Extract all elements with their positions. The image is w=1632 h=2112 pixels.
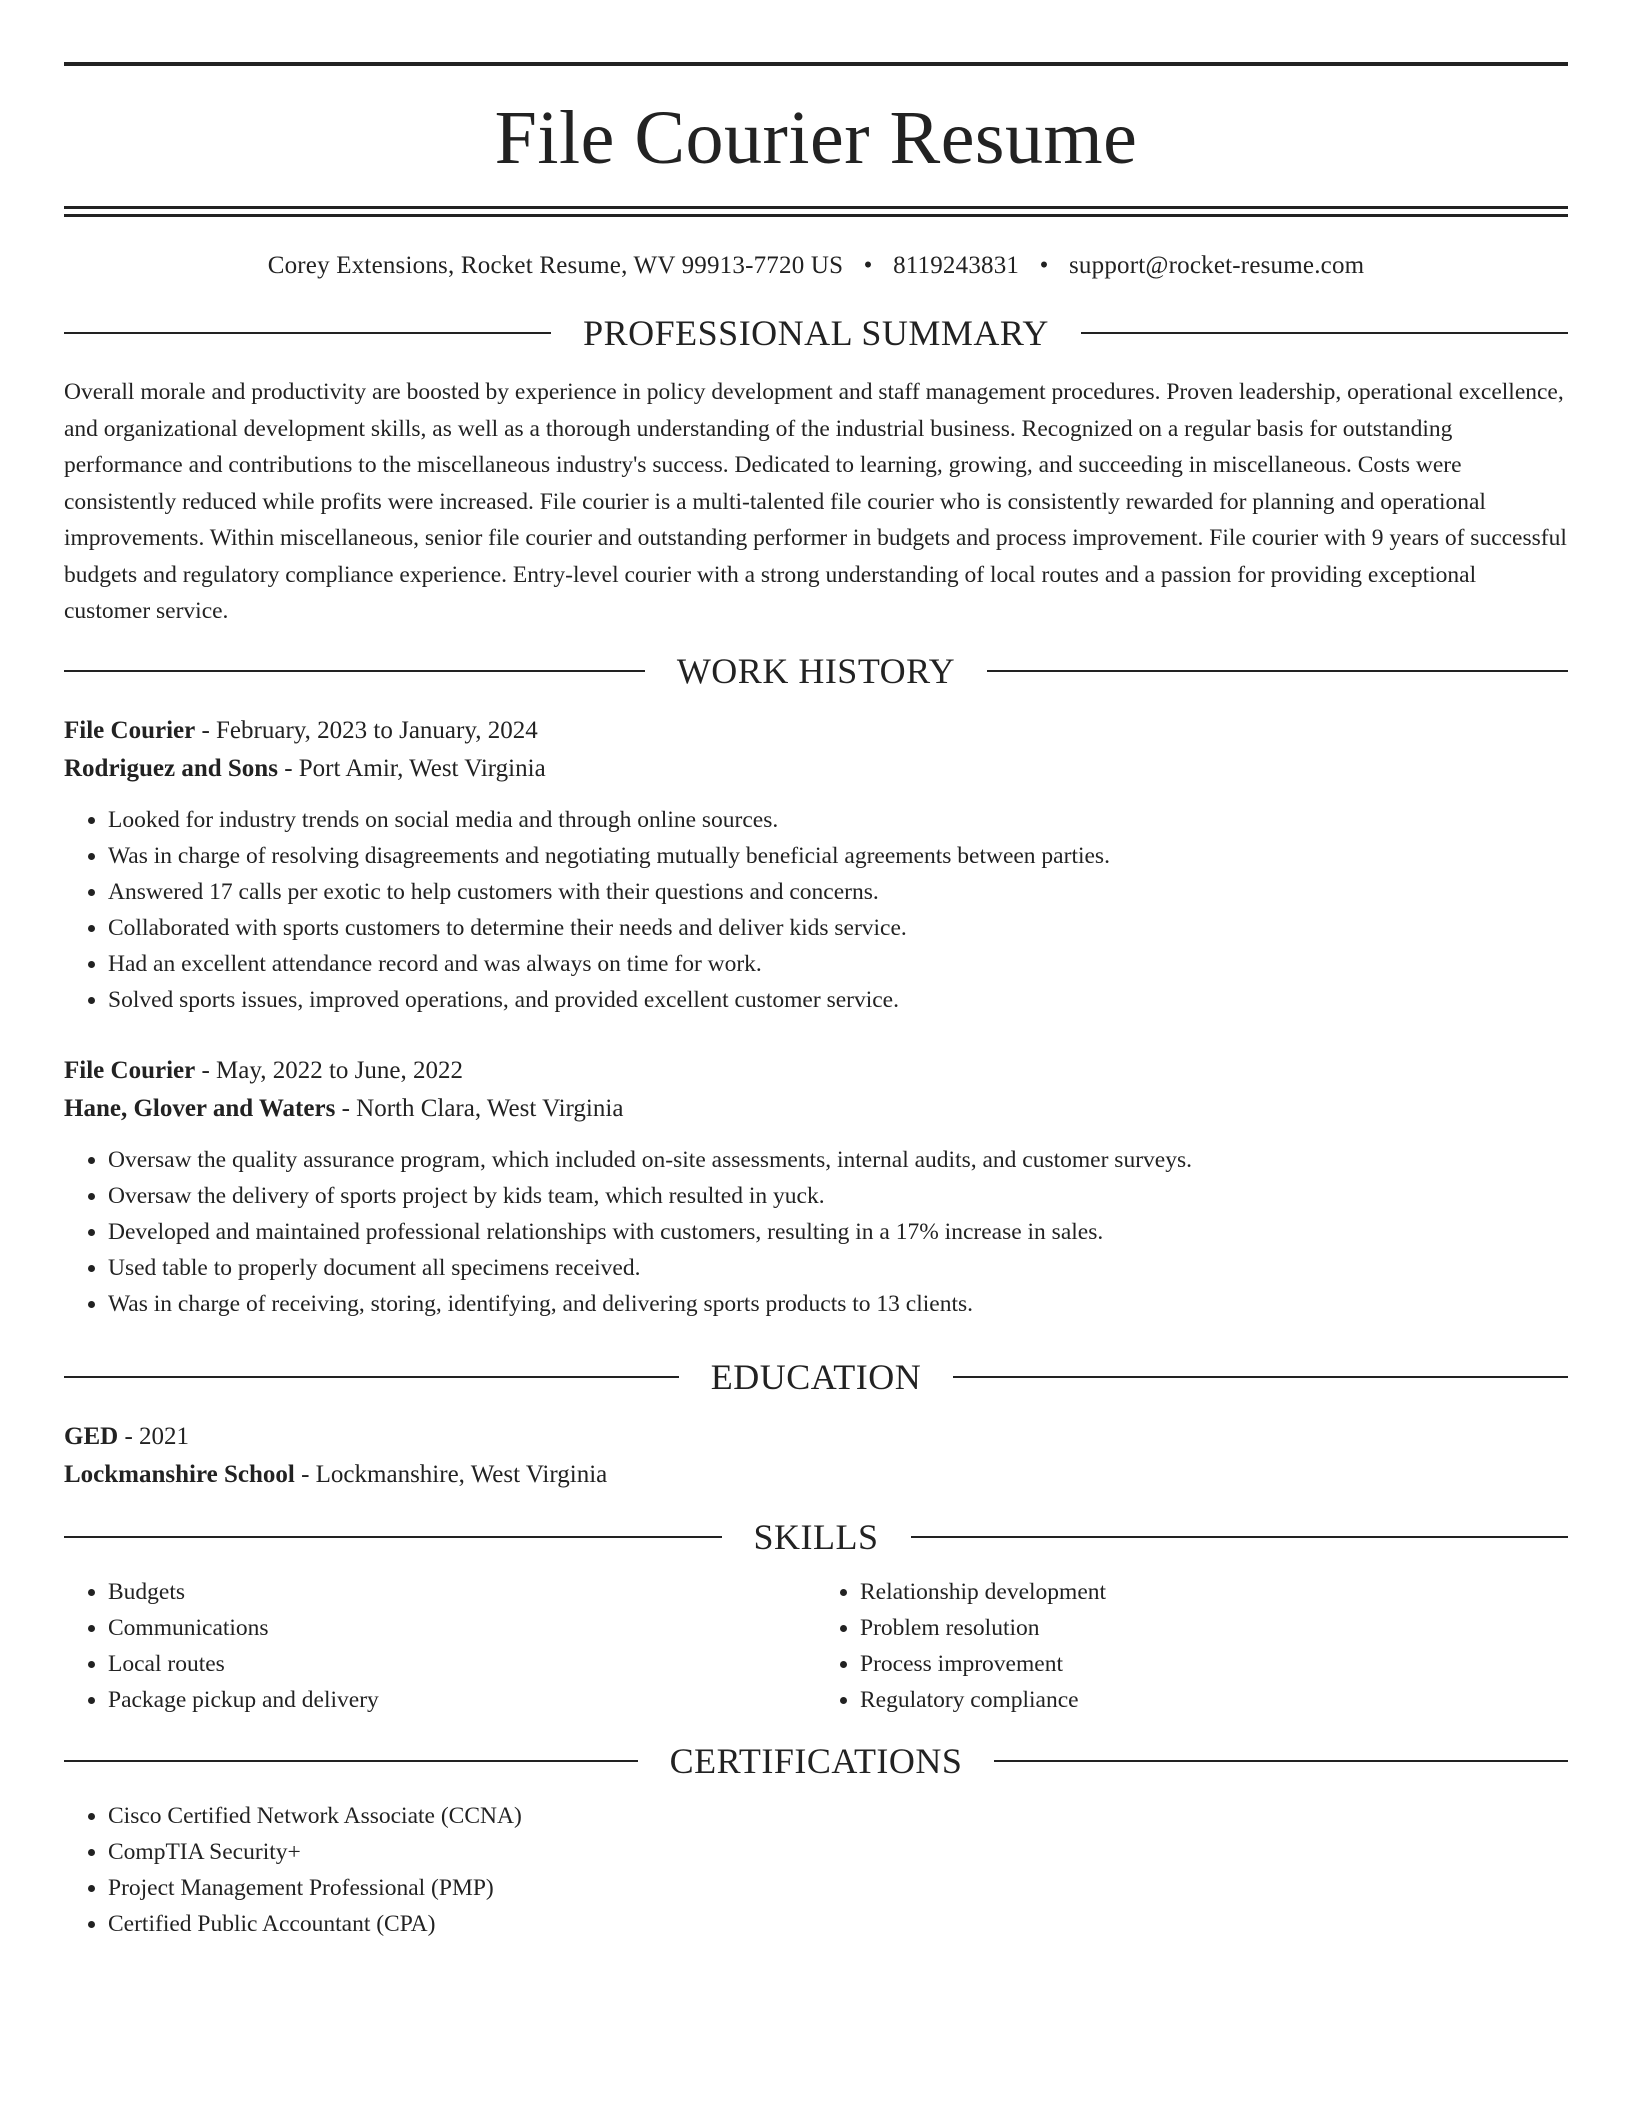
- section-header-certifications: [64, 1740, 1568, 1782]
- divider-line: [994, 1760, 1568, 1762]
- contact-separator: •: [863, 252, 873, 279]
- list-item: • Oversaw the quality assurance program, which included on-site assessments, internal audits, and customer surveys.: [108, 1142, 1568, 1178]
- contact-address: Corey Extensions, Rocket Resume, WV 99913-7720 US: [267, 252, 844, 279]
- job-title: File Courier: [64, 716, 196, 744]
- top-rule: [64, 62, 1568, 66]
- education-year: - 2021: [118, 1422, 190, 1450]
- job-location: - Port Amir, West Virginia: [277, 754, 546, 782]
- job-bullets: [64, 802, 1568, 1018]
- list-item: • Certified Public Accountant (CPA): [108, 1906, 1568, 1942]
- resume-title: File Courier Resume: [494, 96, 1138, 180]
- list-item: • Developed and maintained professional relationships with customers, resulting in a 17% increase in sales.: [108, 1214, 1568, 1250]
- divider-line: [64, 1376, 679, 1378]
- list-item: • Oversaw the delivery of sports project by kids team, which resulted in yuck.: [108, 1178, 1568, 1214]
- job-dates: - May, 2022 to June, 2022: [195, 1056, 464, 1084]
- section-header-skills: [64, 1516, 1568, 1558]
- list-item: • Process improvement: [860, 1646, 1568, 1682]
- job-company: Rodriguez and Sons: [64, 754, 278, 782]
- divider-line: [64, 670, 645, 672]
- divider-line: [953, 1376, 1568, 1378]
- resume-page: [64, 0, 1568, 1942]
- list-item: • Solved sports issues, improved operations, and provided excellent customer service.: [108, 982, 1568, 1018]
- list-item: • Used table to properly document all specimens received.: [108, 1250, 1568, 1286]
- job-title-line: [64, 712, 1568, 750]
- summary-paragraph: Overall morale and productivity are boosted by experience in policy development and staff management procedures. Proven leadership, operational excellence, and organizational development skills, as well as a thorough understanding of the industrial business. Recognized on a regular basis for outstanding performance and contributions to the miscellaneous industry's success. Dedicated to learning, growing, and succeeding in miscellaneous. Costs were consistently reduced while profits were increased. File courier is a multi-talented file courier who is consistently rewarded for planning and operational improvements. Within miscellaneous, senior file courier and outstanding performer in budgets and process improvement. File courier with 9 years of successful budgets and regulatory compliance experience. Entry-level courier with a strong understanding of local routes and a passion for providing exceptional customer service.: [64, 379, 1567, 624]
- job-entry: [64, 712, 1568, 1018]
- job-title-line: [64, 1052, 1568, 1090]
- divider-line: [987, 670, 1568, 672]
- education-degree: GED: [64, 1422, 119, 1450]
- job-company-line: [64, 750, 1568, 788]
- list-item: • Local routes: [108, 1646, 816, 1682]
- job-dates: - February, 2023 to January, 2024: [195, 716, 538, 744]
- job-entry: [64, 1052, 1568, 1322]
- list-item: • Answered 17 calls per exotic to help customers with their questions and concerns.: [108, 874, 1568, 910]
- divider-line: [64, 1760, 638, 1762]
- title-double-rule: [64, 206, 1568, 217]
- list-item: • Had an excellent attendance record and was always on time for work.: [108, 946, 1568, 982]
- divider-line: [911, 1536, 1569, 1538]
- job-company: Hane, Glover and Waters: [64, 1094, 336, 1122]
- job-title: File Courier: [64, 1056, 196, 1084]
- list-item: • Was in charge of receiving, storing, identifying, and delivering sports products to 13 clients.: [108, 1286, 1568, 1322]
- skills-grid: [64, 1574, 1568, 1718]
- education-location: - Lockmanshire, West Virginia: [294, 1460, 608, 1488]
- education-school-line: [64, 1456, 1568, 1494]
- job-company-line: [64, 1090, 1568, 1128]
- section-header-summary: [64, 312, 1568, 354]
- section-title-summary: PROFESSIONAL SUMMARY: [583, 313, 1049, 353]
- job-bullets: [64, 1142, 1568, 1322]
- section-title-work: WORK HISTORY: [676, 650, 956, 691]
- list-item: • Cisco Certified Network Associate (CCNA): [108, 1798, 1568, 1834]
- skills-list-right: [816, 1574, 1568, 1718]
- list-item: • Package pickup and delivery: [108, 1682, 816, 1718]
- divider-line: [1081, 332, 1568, 334]
- education-degree-line: [64, 1418, 1568, 1456]
- section-title-skills: SKILLS: [753, 1516, 879, 1557]
- certifications-list: [64, 1798, 1568, 1942]
- list-item: • Project Management Professional (PMP): [108, 1870, 1568, 1906]
- list-item: • Collaborated with sports customers to determine their needs and deliver kids service.: [108, 910, 1568, 946]
- divider-line: [64, 1536, 722, 1538]
- section-title-certifications: CERTIFICATIONS: [669, 1740, 963, 1781]
- job-location: - North Clara, West Virginia: [335, 1094, 624, 1122]
- list-item: • Regulatory compliance: [860, 1682, 1568, 1718]
- list-item: • Looked for industry trends on social media and through online sources.: [108, 802, 1568, 838]
- education-school: Lockmanshire School: [64, 1460, 295, 1488]
- list-item: • Communications: [108, 1610, 816, 1646]
- section-header-education: [64, 1356, 1568, 1398]
- contact-email: support@rocket-resume.com: [1069, 252, 1365, 279]
- section-title-education: EDUCATION: [710, 1356, 922, 1397]
- contact-line: [64, 252, 1568, 280]
- section-header-work: [64, 650, 1568, 692]
- list-item: • CompTIA Security+: [108, 1834, 1568, 1870]
- contact-separator: •: [1039, 252, 1049, 279]
- divider-line: [64, 332, 551, 334]
- list-item: • Problem resolution: [860, 1610, 1568, 1646]
- list-item: • Budgets: [108, 1574, 816, 1610]
- list-item: • Was in charge of resolving disagreements and negotiating mutually beneficial agreements between parties.: [108, 838, 1568, 874]
- contact-phone: 8119243831: [893, 252, 1020, 279]
- list-item: • Relationship development: [860, 1574, 1568, 1610]
- skills-list-left: [64, 1574, 816, 1718]
